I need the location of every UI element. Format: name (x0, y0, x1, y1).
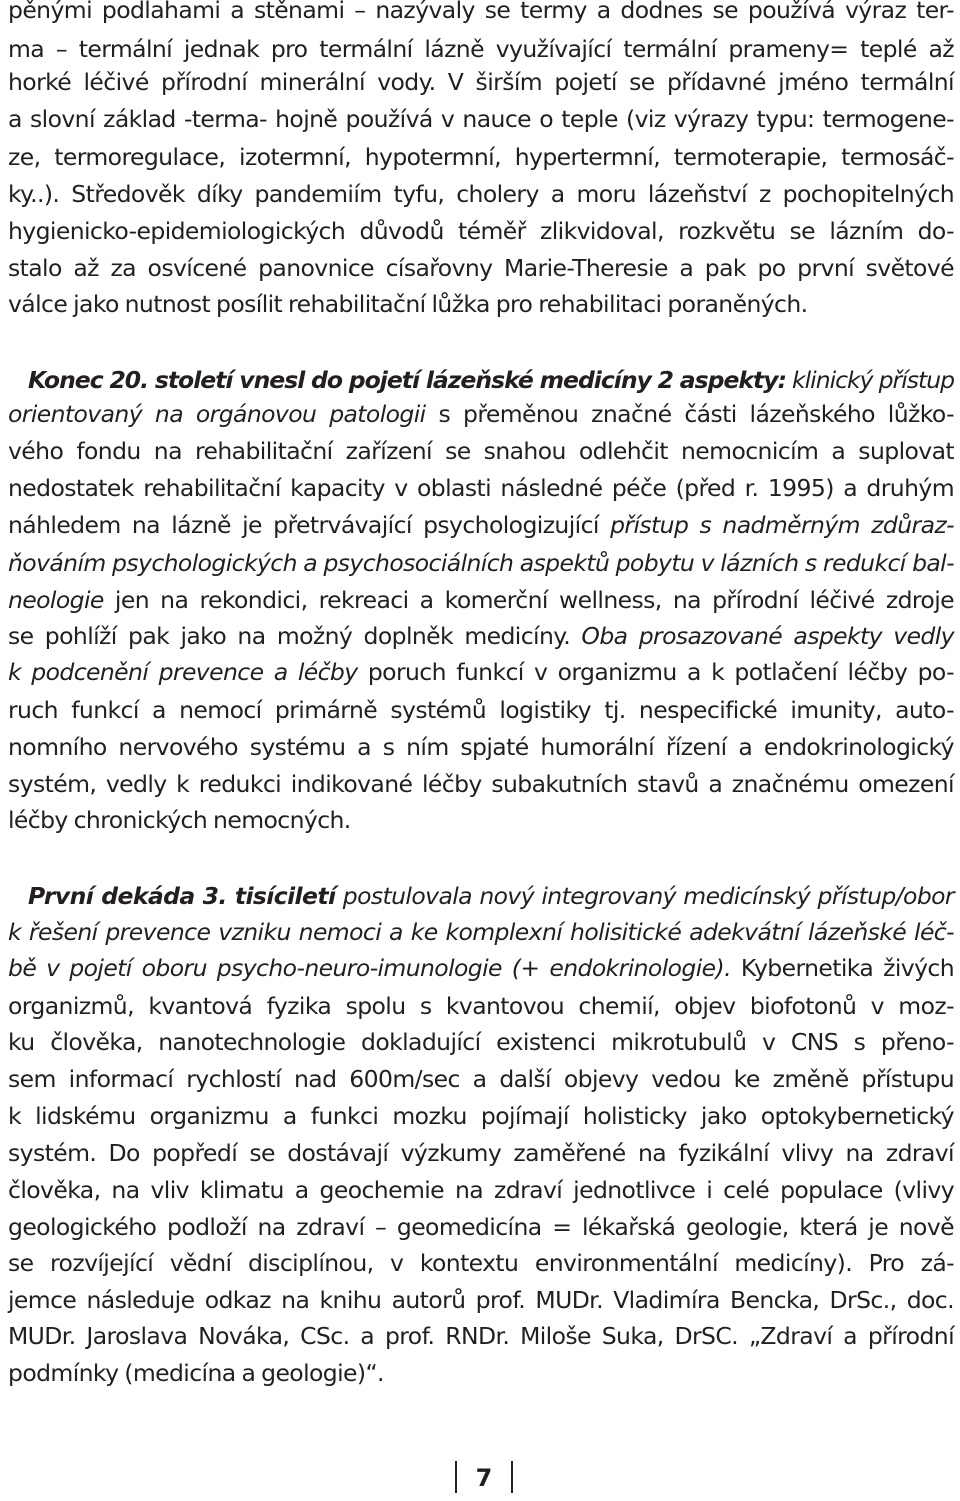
text-span: jen na rekondici, rekreaci a komerční wellness, na přírodní léčivé zdroje (103, 586, 954, 614)
italic-span: neologie (8, 586, 104, 614)
text-line: k lidskému organizmu a funkci mozku pojímají holisticky jako optokybernetický (8, 1102, 954, 1130)
italic-span: postulovala nový integrovaný medicínský přístup/obor (335, 882, 954, 910)
text-line: horké léčivé přírodní minerální vody. V širším pojetí se přídavné jméno termální (8, 68, 954, 96)
text-line: vého fondu na rehabilitační zařízení se snahou odlehčit nemocnicím a suplovat (8, 437, 954, 465)
text-line: ku člověka, nanotechnologie dokladující existenci mikrotubulů v CNS s přeno- (8, 1028, 954, 1056)
text-line (8, 582, 954, 618)
italic-span: přístup s nadměrným zdůraz- (610, 511, 954, 539)
italic-span: Oba prosazované aspekty vedly (581, 622, 954, 650)
text-line: organizmů, kvantová fyzika spolu s kvantovou chemií, objev biofotonů v moz- (8, 992, 954, 1020)
text-line: ňováním psychologických a psychosociálních aspektů pobytu v lázních s redukcí bal- (8, 549, 954, 577)
text-span: s přeměnou značné části lázeňského lůžko- (425, 400, 955, 428)
text-line (8, 507, 954, 543)
text-line: ze, termoregulace, izotermní, hypotermní, hypertermní, termoterapie, termosáč- (8, 143, 954, 171)
text-line: k řešení prevence vzniku nemoci a ke komplexní holisitické adekvátní lázeňské léč- (8, 918, 954, 946)
footer-divider (511, 1461, 513, 1493)
text-line (8, 654, 954, 690)
italic-span: orientovaný na orgánovou patologii (8, 400, 426, 428)
text-line: MUDr. Jaroslava Nováka, CSc. a prof. RNDr. Miloše Suka, DrSC. „Zdraví a přírodní (8, 1322, 954, 1350)
text-line (28, 362, 954, 398)
text-line: stalo až za osvícené panovnice císařovny Marie-Theresie a pak po první světové (8, 254, 954, 282)
text-line: ky..). Středověk díky pandemiím tyfu, cholery a moru lázeňství z pochopitelných (8, 180, 954, 208)
page-number: 7 (475, 1464, 493, 1492)
text-line: hygienicko-epidemiologických důvodů téměř zlikvidoval, rozkvětu se lázním do- (8, 217, 954, 245)
bold-italic-lead: První dekáda 3. tisíciletí (28, 882, 336, 910)
text-line: nedostatek rehabilitační kapacity v oblasti následné péče (před r. 1995) a druhým (8, 474, 954, 502)
text-span: Kybernetika živých (730, 954, 954, 982)
text-line: ma – termální jednak pro termální lázně využívající termální prameny= teplé až (8, 35, 954, 63)
italic-span: klinický přístup (785, 366, 955, 394)
text-line: systém, vedly k redukci indikované léčby subakutních stavů a značnému omezení (8, 770, 954, 798)
text-line: ruch funkcí a nemocí primárně systémů logistiky tj. nespecifické imunity, auto- (8, 696, 954, 724)
italic-span: bě v pojetí oboru psycho-neuro-imunologie (+ endokrinologie). (8, 954, 731, 982)
text-span: se pohlíží pak jako na možný doplněk medicíny. (8, 622, 582, 650)
text-line: léčby chronických nemocných. (8, 806, 351, 834)
text-line: jemce následuje odkaz na knihu autorů prof. MUDr. Vladimíra Bencka, DrSc., doc. (8, 1286, 954, 1314)
text-line: pěnými podlahami a stěnami – nazývaly se termy a dodnes se používá výraz ter- (8, 0, 954, 24)
text-line: se rozvíjející vědní disciplínou, v kontextu environmentální medicíny). Pro zá- (8, 1249, 954, 1277)
italic-span: k podcenění prevence a léčby (8, 658, 358, 686)
page-footer (455, 1461, 513, 1497)
text-line: systém. Do popředí se dostávají výzkumy zaměřené na fyzikální vlivy na zdraví (8, 1139, 954, 1167)
text-line: člověka, na vliv klimatu a geochemie na zdraví jednotlivce i celé populace (vlivy (8, 1176, 954, 1204)
text-line (28, 878, 954, 914)
text-line: nomního nervového systému a s ním spjaté humorální řízení a endokrinologický (8, 733, 954, 761)
text-span: náhledem na lázně je přetrvávající psychologizující (8, 511, 611, 539)
text-line: a slovní základ -terma- hojně používá v nauce o teple (viz výrazy typu: termogene- (8, 105, 954, 133)
text-line (8, 396, 954, 432)
text-line: válce jako nutnost posílit rehabilitační lůžka pro rehabilitaci poraněných. (8, 290, 808, 318)
text-line: podmínky (medicína a geologie)“. (8, 1359, 384, 1387)
text-line (8, 950, 954, 986)
text-span: poruch funkcí v organizmu a k potlačení léčby po- (357, 658, 954, 686)
bold-italic-lead: Konec 20. století vnesl do pojetí lázeňské medicíny 2 aspekty: (28, 366, 786, 394)
text-line (8, 618, 954, 654)
text-line: geologického podloží na zdraví – geomedicína = lékařská geologie, která je nově (8, 1213, 954, 1241)
text-line: sem informací rychlostí nad 600m/sec a další objevy vedou ke změně přístupu (8, 1065, 954, 1093)
